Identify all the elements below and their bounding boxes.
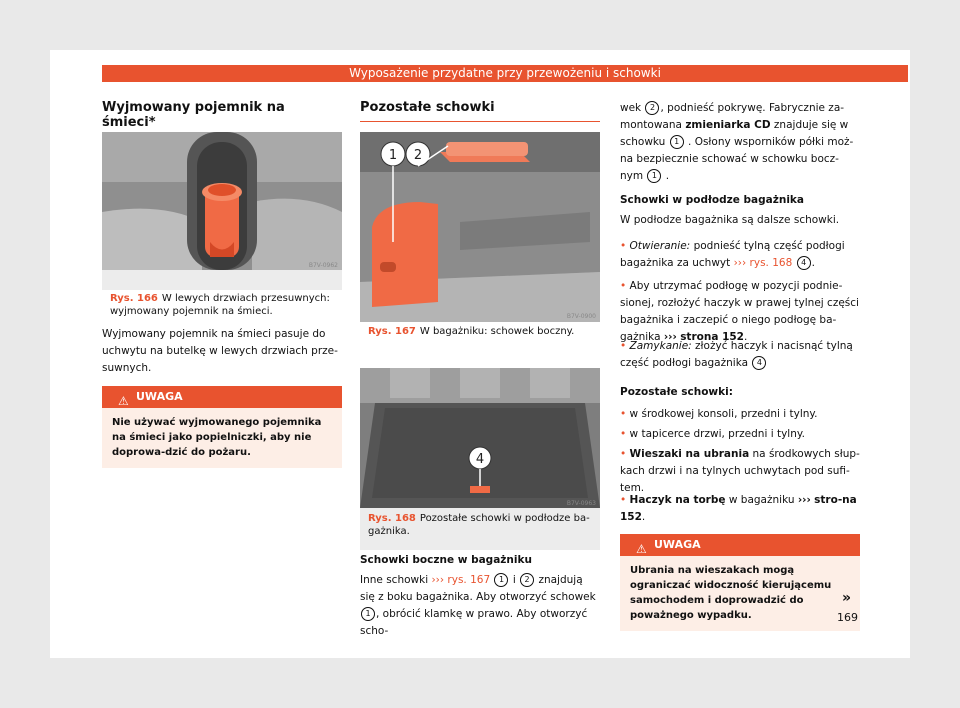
continued-marker: » [842,590,852,606]
figure-caption-text: W bagażniku: schowek boczny. [419,326,575,337]
figure-caption-text: Pozostałe schowki w podłodze ba-gażnika. [368,513,590,537]
figure-code: B7V-0962 [308,262,338,269]
bullet-hold-floor: • Aby utrzymać podłogę w pozycji podnie-sionej, rozłożyć haczyk w prawej tylnej części bagażnika i zaczepić o niego podłogę ba-gażnika ››› strona 152. [620,280,859,343]
ref-2: 2 [520,573,534,587]
figure-code: B7V-0963 [566,500,596,507]
subheading-other-storage: Pozostałe schowki: [620,386,733,398]
bullet-closing: • Zamykanie: złożyć haczyk i nacisnąć tylną część podłogi bagażnika 4 [620,340,853,369]
callout-1: 1 [388,148,398,163]
chapter-header: Wyposażenie przydatne przy przewożeniu i schowki [102,65,908,82]
side-storage-text: Inne schowki ››› rys. 167 1 i 2 znajdują się z boku bagażnika. Aby otworzyć schowek 1 , obrócić klamkę w prawo. Aby otworzyć scho- [360,574,596,637]
figure-166 [102,132,342,290]
bullet-bag-hook: • Haczyk na torbę w bagażniku ››› stro-na 152. [620,494,857,523]
floor-storage-text: W podłodze bagażnika są dalsze schowki. [620,214,840,226]
figure-code: B7V-0900 [566,313,596,320]
warning-triangle-icon: ⚠ [636,542,647,556]
bullet-opening: • Otwieranie: podnieść tylną część podłogi bagażnika za uchwyt ››› rys. 168 4 . [620,240,845,269]
figure-caption-168 [368,512,594,538]
figure-caption-166 [110,292,336,318]
warning-triangle-icon: ⚠ [118,394,129,408]
bullet-coat-hooks: • Wieszaki na ubrania na środkowych słup-kach drzwi i na tylnych uchwytach pod sufi-tem. [620,448,860,494]
page-number: 169 [837,611,858,624]
warning-box-right [620,534,860,631]
trash-bin-description: Wyjmowany pojemnik na śmieci pasuje do uchwytu na butelkę w lewych drzwiach prze-suwnych. [102,328,338,374]
figure-number: Rys. 166 [110,293,158,304]
section-title-trash-bin: Wyjmowany pojemnik na śmieci* [102,100,342,137]
figure-167 [360,132,600,322]
figure-168 [360,368,600,550]
bullet-center-console: • w środkowej konsoli, przedni i tylny. [620,408,818,420]
subheading-side-storage: Schowki boczne w bagażniku [360,554,532,566]
figure-number: Rys. 167 [368,326,416,337]
warning-box-left [102,386,342,468]
figure-number: Rys. 168 [368,513,416,524]
manual-page [50,50,910,658]
figure-caption-167 [368,325,594,338]
warning-title [102,386,342,408]
warning-text: Ubrania na wieszakach mogą ograniczać widoczność kierującemu samochodem i doprowadzić do poważnego wypadku. [630,565,832,621]
ref-1: 1 [361,607,375,621]
figure-caption-text: W lewych drzwiach przesuwnych: wyjmowany pojemnik na śmieci. [110,293,330,317]
warning-text: Nie używać wyjmowanego pojemnika na śmieci jako popielniczki, aby nie doprowa-dzić do pożaru. [112,417,322,458]
side-compartment-photo [360,132,600,322]
callout-4: 4 [475,452,485,467]
callout-2: 2 [413,148,423,163]
warning-title-text: UWAGA [654,538,701,551]
side-storage-continued: wek 2 , podnieść pokrywę. Fabrycznie za-montowana zmieniarka CD znajduje się w schowku 1 . Osłony wsporników półki moż-na bezpiecznie schować w schowku bocz-nym 1 . [620,102,854,182]
warning-title-text: UWAGA [136,390,183,403]
trash-bin-photo [102,132,342,270]
section-title-other-storage: Pozostałe schowki [360,100,600,122]
bullet-door-trim: • w tapicerce drzwi, przedni i tylny. [620,428,805,440]
subheading-floor-storage: Schowki w podłodze bagażnika [620,194,804,206]
floor-storage-photo [360,368,600,508]
ref-1: 1 [494,573,508,587]
warning-title [620,534,860,556]
